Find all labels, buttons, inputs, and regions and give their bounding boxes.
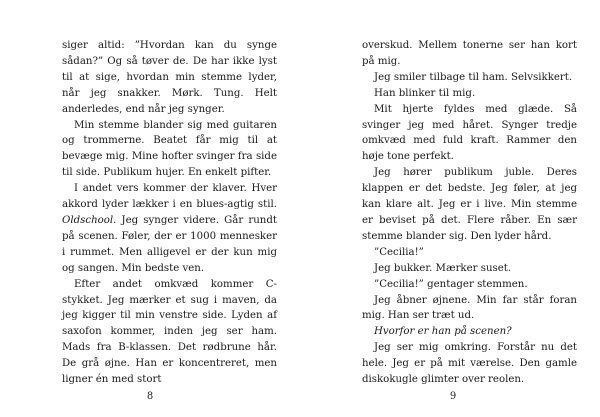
paragraph: siger altid: ”Hvordan kan du synge sådan?” Og så tøver de. De har ikke lyst til at sige, hvordan min stemme lyder, når jeg snakker. Mørk. Tung. Helt anderledes, end når jeg synger. [62, 40, 277, 115]
paragraph: Mit hjerte fyldes med glæde. Så svinger jeg med håret. Synger tredje omkvæd med fuld kraft. Rammer den høje tone perfekt. [362, 103, 577, 163]
right-page [362, 38, 577, 388]
paragraph [62, 181, 277, 276]
italic-thought: Hvorfor er han på scenen? [374, 326, 512, 338]
paragraph: Jeg åbner øjnene. Min far står foran mig. Han ser træt ud. [362, 294, 577, 322]
paragraph: Jeg hører publikum juble. Deres klappen er det bedste. Jeg føler, at jeg kan klare alt. Jeg er i live. Min stemme er beviset på det. Flere råber. En sær stemme blander sig. Den lyder hård. [362, 167, 577, 242]
paragraph: Jeg smiler tilbage til ham. Selvsikkert. [374, 71, 573, 83]
paragraph: Jeg bukker. Mærker suset. [374, 262, 512, 274]
paragraph: Min stemme blander sig med guitaren og trommerne. Beatet får mig til at bevæge mig. Mine hofter svinger fra side til side. Publikum hujer. En enkelt pifter. [62, 119, 277, 179]
paragraph: Jeg ser mig omkring. Forstår nu det hele. Jeg er på mit værelse. Den gamle diskokugle glimter over reolen. [362, 342, 577, 386]
paragraph-text: Jeg synger videre. Går rundt på scenen. Føler, der er 1000 mennesker i rummet. Men alligevel er der kun mig og sangen. Min bedste ven. [62, 214, 277, 274]
dialogue-line: ”Cecilia!” gentager stemmen. [374, 278, 528, 290]
paragraph-text: I andet vers kommer der klaver. Hver akkord lyder lækker i en blues-agtig stil. [62, 183, 277, 211]
dialogue-line: ”Cecilia!” [374, 246, 424, 258]
left-page [62, 38, 277, 388]
page-number-left: 8 [146, 391, 154, 402]
page-number-right: 9 [449, 391, 457, 402]
italic-word: Oldschool. [62, 214, 117, 226]
paragraph: Efter andet omkvæd kommer C-stykket. Jeg mærker et sug i maven, da jeg kigger til min venstre side. Lyden af saxofon kommer, inden jeg ser ham. Mads fra B-klassen. Det rødbrune hår. De grå øjne. Han er koncentreret, men ligner én med stort [62, 278, 277, 386]
paragraph: Han blinker til mig. [374, 87, 476, 99]
paragraph: overskud. Mellem tonerne ser han kort på mig. [362, 40, 577, 67]
